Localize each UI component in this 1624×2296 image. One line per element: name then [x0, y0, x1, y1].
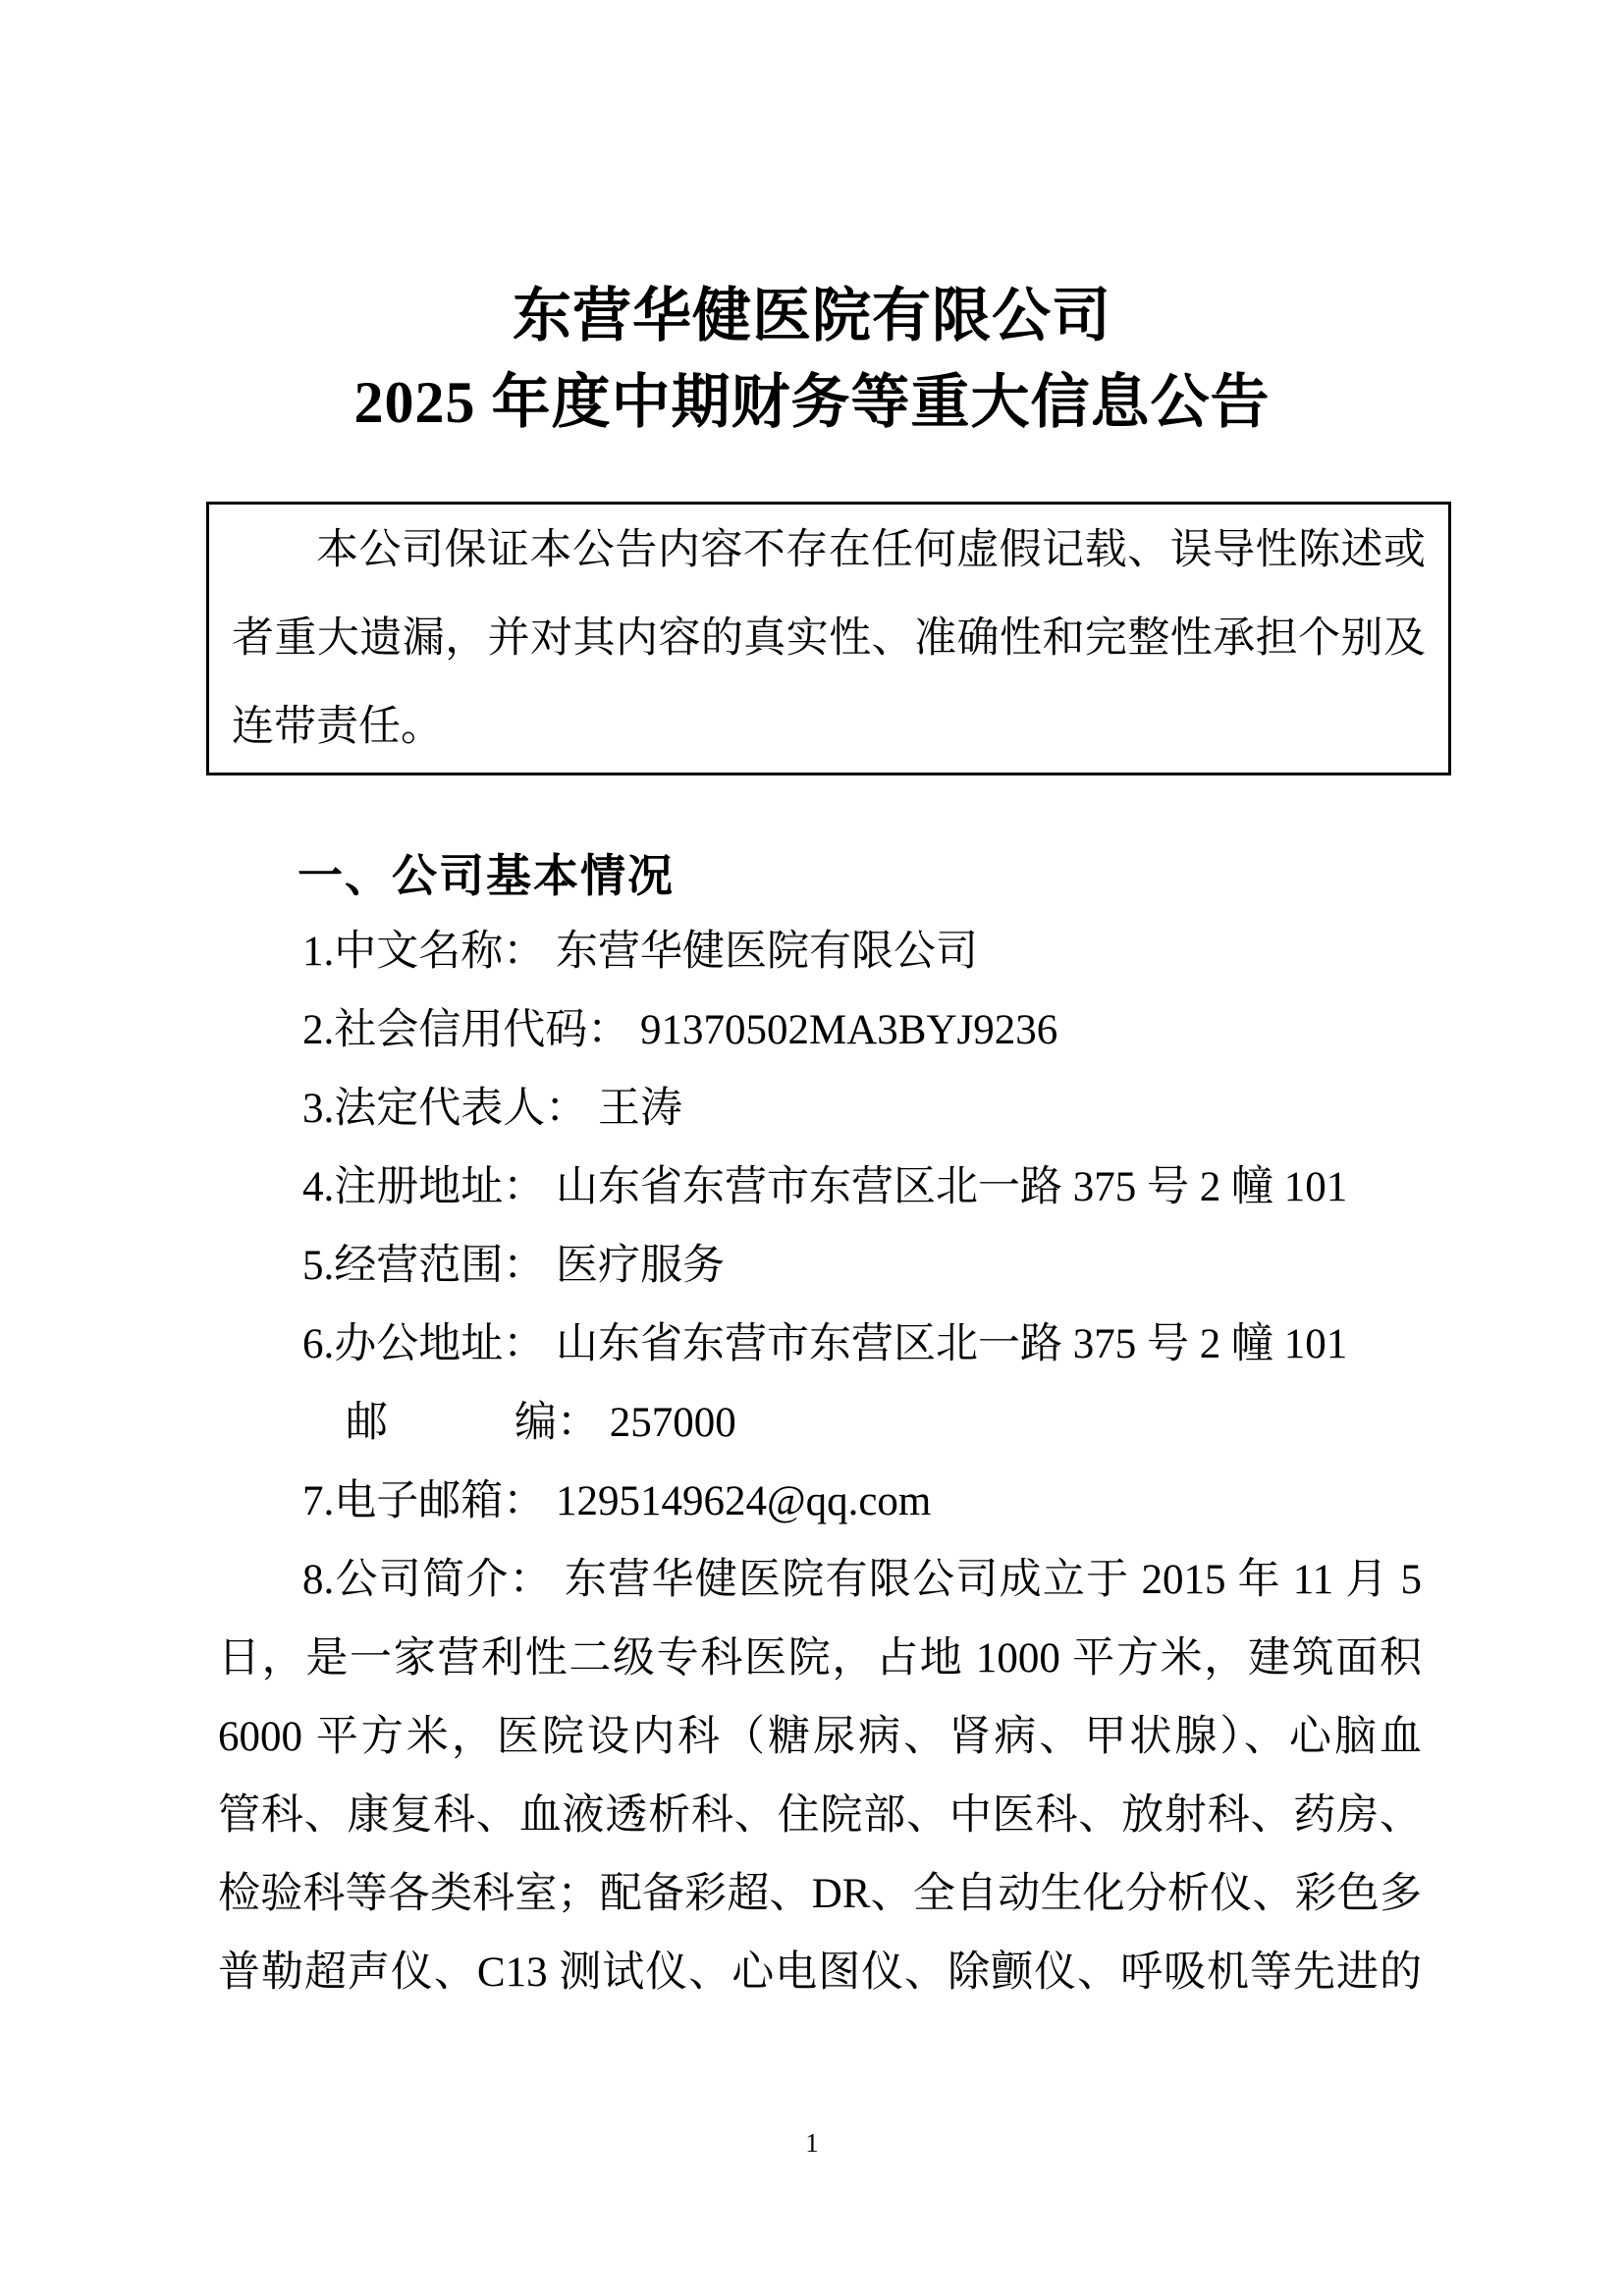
disclaimer-line-3: 连带责任。: [232, 704, 443, 750]
item-chinese-name: 1.中文名称： 东营华健医院有限公司: [302, 929, 978, 975]
company-profile-line: 8.公司简介： 东营华健医院有限公司成立于 2015 年 11 月 5: [302, 1557, 1422, 1603]
disclaimer-box: [206, 502, 1451, 775]
company-profile-line: 日，是一家营利性二级专科医院，占地 1000 平方米，建筑面积: [218, 1635, 1422, 1682]
company-profile-line: 检验科等各类科室；配备彩超、DR、全自动生化分析仪、彩色多: [218, 1871, 1422, 1917]
item-postal-code: 邮 编： 257000: [346, 1400, 736, 1446]
page-number: 1: [805, 2128, 819, 2158]
item-credit-code: 2.社会信用代码： 91370502MA3BYJ9236: [302, 1007, 1058, 1053]
title-line-1: 东营华健医院有限公司: [513, 284, 1111, 348]
company-profile-line: 普勒超声仪、C13 测试仪、心电图仪、除颤仪、呼吸机等先进的: [218, 1949, 1422, 1996]
item-business-scope: 5.经营范围： 医疗服务: [302, 1243, 725, 1289]
item-email: 7.电子邮箱： 1295149624@qq.com: [302, 1478, 932, 1524]
section-heading: 一、公司基本情况: [298, 850, 675, 901]
company-info-list: [218, 913, 1422, 2012]
company-profile-line: 管科、康复科、血液透析科、住院部、中医科、放射科、药房、: [218, 1792, 1422, 1839]
disclaimer-line-1: 本公司保证本公告内容不存在任何虚假记载、误导性陈述或: [316, 527, 1426, 573]
item-office-address: 6.办公地址： 山东省东营市东营区北一路 375 号 2 幢 101: [302, 1321, 1348, 1367]
item-registered-address: 4.注册地址： 山东省东营市东营区北一路 375 号 2 幢 101: [302, 1164, 1348, 1210]
disclaimer-line-2: 者重大遗漏，并对其内容的真实性、准确性和完整性承担个别及: [232, 615, 1426, 662]
item-legal-representative: 3.法定代表人： 王涛: [302, 1086, 682, 1132]
company-profile-line: 6000 平方米，医院设内科（糖尿病、肾病、甲状腺）、心脑血: [218, 1714, 1422, 1760]
document-title: [0, 0, 1624, 446]
title-line-2: 2025 年度中期财务等重大信息公告: [353, 370, 1271, 435]
